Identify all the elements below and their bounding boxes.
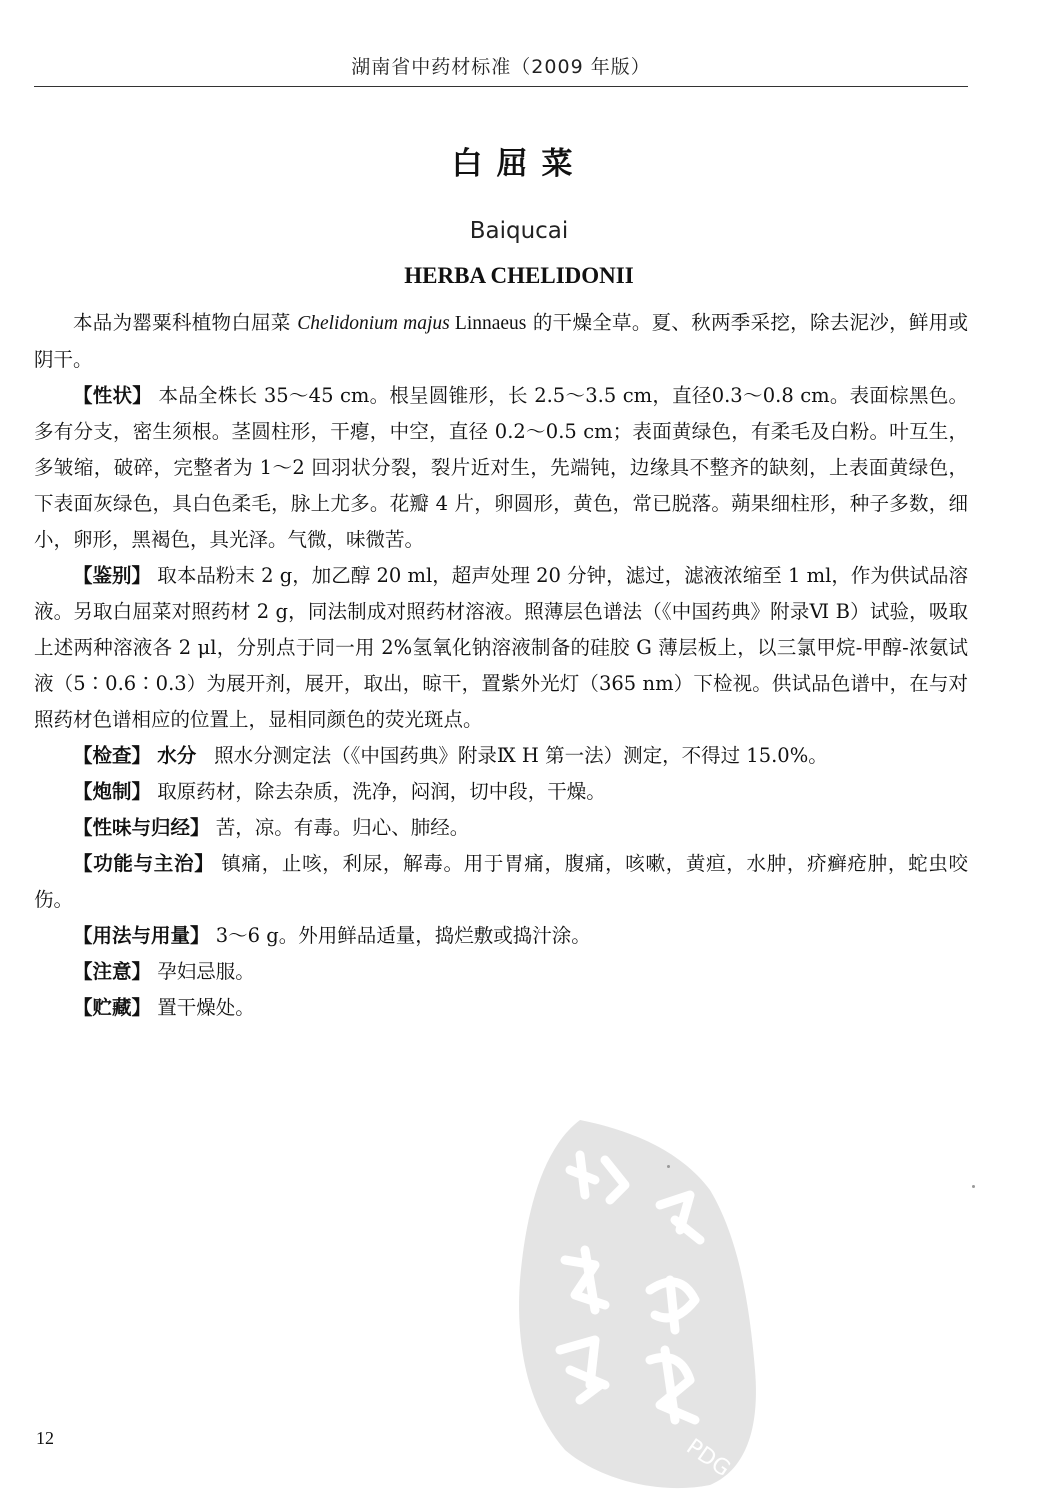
section-storage [34, 990, 968, 1026]
section-label: 【注意】 [73, 960, 152, 983]
section-functions [34, 846, 968, 918]
section-text: 取本品粉末 2 g，加乙醇 20 ml，超声处理 20 分钟，滤过，滤液浓缩至 1 ml，作为供试品溶液。另取白屈菜对照药材 2 g，同法制成对照药材溶液。照薄层色谱法（《中国药典》附录Ⅵ B）试验，吸取上述两种溶液各 2 μl，分别点于同一用 2%氢氧化钠溶液制备的硅胶 G 薄层板上，以三氯甲烷-甲醇-浓氨试液（5∶0.6∶0.3）为展开剂，展开，取出，晾干，置紫外光灯（365 nm）下检视。供试品色谱中，在与对照药材色谱相应的位置上，显相同颜色的荧光斑点。 [34, 564, 968, 731]
intro-text-1: 本品为罂粟科植物白屈菜 [73, 311, 298, 334]
section-label: 【检查】 [73, 744, 152, 767]
section-label: 【贮藏】 [73, 996, 152, 1019]
species-name: Chelidonium majus [297, 313, 450, 334]
section-identification [34, 558, 968, 738]
section-text: 照水分测定法（《中国药典》附录Ⅸ H 第一法）测定，不得过 15.0%。 [214, 744, 828, 767]
section-text: 镇痛，止咳，利尿，解毒。用于胃痛，腹痛，咳嗽，黄疸，水肿，疥癣疮肿，蛇虫咬伤。 [34, 852, 968, 911]
scan-speck [972, 1185, 975, 1188]
intro-text-2: 的干燥全草。夏、秋两季采挖，除去泥沙，鲜用或阴干。 [34, 311, 969, 371]
section-label: 【用法与用量】 [73, 924, 210, 947]
scan-speck [667, 1165, 670, 1168]
section-label: 【鉴别】 [73, 564, 152, 587]
section-label: 【功能与主治】 [73, 852, 215, 875]
species-authority: Linnaeus [449, 313, 527, 334]
section-description [34, 378, 968, 558]
monograph-body [34, 305, 968, 1026]
section-inspection [34, 738, 968, 774]
section-processing [34, 774, 968, 810]
section-text: 取原药材，除去杂质，洗净，闷润，切中段，干燥。 [157, 780, 606, 803]
running-header: 湖南省中药材标准（2009 年版） [351, 56, 651, 78]
library-seal-watermark [510, 1110, 770, 1494]
monograph-title: 白屈菜 [451, 146, 587, 182]
section-label: 【性状】 [73, 384, 153, 407]
page-number: 12 [36, 1428, 54, 1448]
section-text: 置干燥处。 [157, 996, 255, 1019]
latin-name: HERBA CHELIDONII [404, 263, 634, 288]
section-dosage [34, 918, 968, 954]
header-rule [34, 86, 968, 87]
seal-icon [510, 1110, 770, 1490]
watermark-text: PDG [681, 1434, 735, 1483]
intro-paragraph [34, 305, 968, 378]
section-label: 【炮制】 [73, 780, 152, 803]
section-text: 苦，凉。有毒。归心、肺经。 [215, 816, 470, 839]
section-caution [34, 954, 968, 990]
section-text: 孕妇忌服。 [157, 960, 255, 983]
section-text: 3～6 g。外用鲜品适量，捣烂敷或捣汁涂。 [215, 924, 591, 947]
section-sublabel: 水分 [157, 744, 197, 767]
pinyin-name: Baiqucai [469, 218, 569, 244]
section-property-meridian [34, 810, 968, 846]
section-label: 【性味与归经】 [73, 816, 210, 839]
section-text: 本品全株长 35～45 cm。根呈圆锥形，长 2.5～3.5 cm，直径0.3～0.8 cm。表面棕黑色。多有分支，密生须根。茎圆柱形，干瘪，中空，直径 0.2～0.5 cm；表面黄绿色，有柔毛及白粉。叶互生，多皱缩，破碎，完整者为 1～2 回羽状分裂，裂片近对生，先端钝，边缘具不整齐的缺刻，上表面黄绿色，下表面灰绿色，具白色柔毛，脉上尤多。花瓣 4 片，卵圆形，黄色，常已脱落。蒴果细柱形，种子多数，细小，卵形，黑褐色，具光泽。气微，味微苦。 [34, 384, 968, 551]
